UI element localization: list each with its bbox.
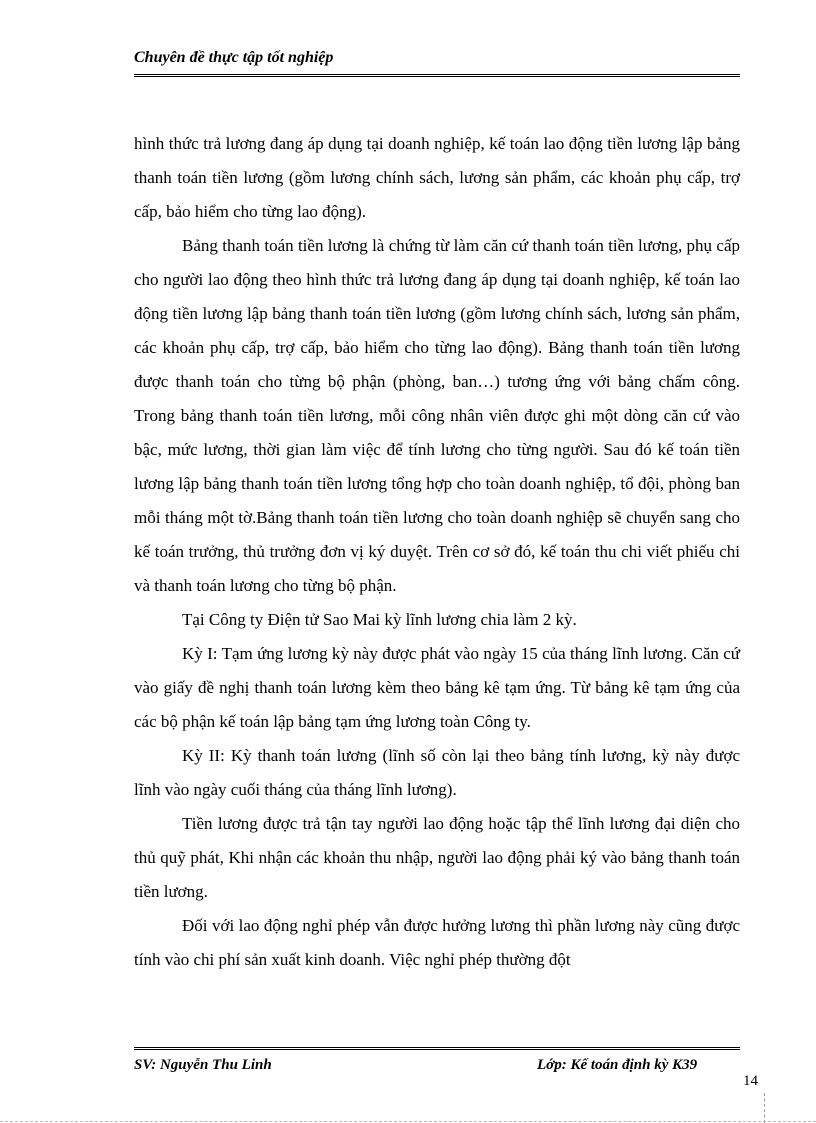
paragraph-payroll-sheet: Bảng thanh toán tiền lương là chứng từ làm căn cứ thanh toán tiền lương, phụ cấp cho người lao động theo hình thức trả lương đang áp dụng tại doanh nghiệp, kế toán lao động tiền lương lập bảng thanh toán tiền lương (gồm lương chính sách, lương sản phẩm, các khoản phụ cấp, trợ cấp, bảo hiểm cho từng lao động). Bảng thanh toán tiền lương được thanh toán cho từng bộ phận (phòng, ban…) tương ứng với bảng chấm công. Trong bảng thanh toán tiền lương, mỗi công nhân viên được ghi một dòng căn cứ vào bậc, mức lương, thời gian làm việc để tính lương cho từng người. Sau đó kế toán tiền lương lập bảng thanh toán tiền lương tổng hợp cho toàn doanh nghiệp, tổ đội, phòng ban mỗi tháng một tờ.Bảng thanh toán tiền lương cho toàn doanh nghiệp sẽ chuyển sang cho kế toán trưởng, thủ trưởng đơn vị ký duyệt. Trên cơ sở đó, kế toán thu chi viết phiếu chi và thanh toán lương cho từng bộ phận.: [134, 236, 740, 595]
footer-class-name: Lớp: Kế toán định kỳ K39: [537, 1057, 698, 1073]
document-body: [134, 127, 740, 977]
page-header: [134, 48, 740, 77]
paragraph-pay-periods: Tại Công ty Điện tử Sao Mai kỳ lĩnh lương chia làm 2 kỳ.: [182, 610, 577, 629]
header-title: Chuyên đề thực tập tốt nghiệp: [134, 49, 334, 66]
footer-rule: [134, 1047, 740, 1054]
paragraph-leave-pay: Đối với lao động nghỉ phép vẫn được hưởng lương thì phần lương này cũng được tính vào chi phí sản xuất kinh doanh. Việc nghỉ phép thường đột: [134, 916, 740, 969]
paragraph-payment-delivery: Tiền lương được trả tận tay người lao động hoặc tập thể lĩnh lương đại diện cho thủ quỹ phát, Khi nhận các khoản thu nhập, người lao động phải ký vào bảng thanh toán tiền lương.: [134, 814, 740, 901]
paragraph-period-two: Kỳ II: Kỳ thanh toán lương (lĩnh số còn lại theo bảng tính lương, kỳ này được lĩnh vào ngày cuối tháng của tháng lĩnh lương).: [134, 746, 740, 799]
footer-student-name: SV: Nguyễn Thu Linh: [134, 1057, 272, 1073]
paragraph-continuation: hình thức trả lương đang áp dụng tại doanh nghiệp, kế toán lao động tiền lương lập bảng thanh toán tiền lương (gồm lương chính sách, lương sản phẩm, các khoản phụ cấp, trợ cấp, bảo hiểm cho từng lao động).: [134, 134, 740, 221]
page-number: 14: [743, 1073, 758, 1089]
paragraph-period-one: Kỳ I: Tạm ứng lương kỳ này được phát vào ngày 15 của tháng lĩnh lương. Căn cứ vào giấy đề nghị thanh toán lương kèm theo bảng kê tạm ứng. Từ bảng kê tạm ứng của các bộ phận kế toán lập bảng tạm ứng lương toàn Công ty.: [134, 644, 740, 731]
page-edge-right: [764, 1093, 766, 1123]
